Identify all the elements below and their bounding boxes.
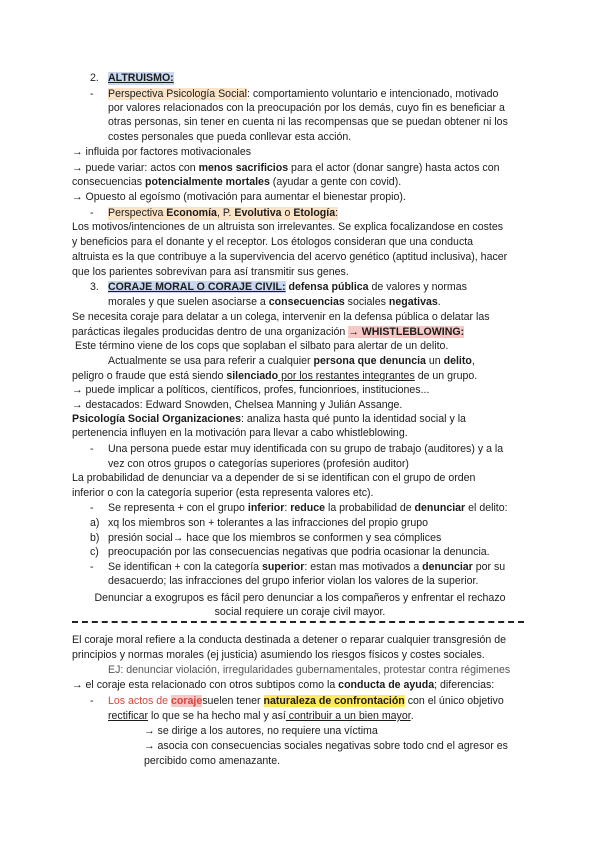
text-line: y beneficios para el donante y el receptor. Los étologos consideran que una conducta xyxy=(72,236,474,248)
bullet-dash: - xyxy=(90,443,94,455)
text-line: Psicología Social Organizaciones: analiza hasta qué punto la identidad social y la xyxy=(72,413,466,425)
bullet-dash: - xyxy=(90,88,94,100)
list-marker: c) xyxy=(90,546,99,558)
arrow-line: → influida por factores motivacionales xyxy=(72,146,252,158)
example-line: EJ: denunciar violación, irregularidades gubernamentales, protestar contra régimenes xyxy=(108,664,511,676)
text-line: Los motivos/intenciones de un altruista son irrelevantes. Se explica focalizandose en costes xyxy=(72,221,504,233)
bullet-dash: - xyxy=(90,207,94,219)
list-item: presión social→ hace que los miembros se conformen y sea cómplices xyxy=(108,532,442,544)
text-line: principios y normas morales (ej justicia) asumiendo los riesgos físicos y costes sociales. xyxy=(72,649,485,661)
centered-note: social requiere un coraje civil mayor. xyxy=(214,606,386,618)
divider xyxy=(72,621,524,623)
list-item: preocupación por las consecuencias negativas que podria ocasionar la denuncia. xyxy=(108,546,490,558)
text-line: Los actos de corajesuelen tener naturaleza de confrontación con el único objetivo xyxy=(108,695,504,707)
text-line: pertenencia influyen en la motivación para llevar a cabo whistleblowing. xyxy=(72,427,408,439)
text-line: percibido como amenazante. xyxy=(144,755,281,767)
arrow-line: → asocia con consecuencias sociales negativas sobre todo cnd el agresor es xyxy=(144,740,508,752)
arrow-line: → Opuesto al egoísmo (motivación para aumentar el bienestar propio). xyxy=(72,191,406,203)
section-number: 2. xyxy=(90,72,99,84)
list-marker: a) xyxy=(90,517,100,529)
bullet-economia: Perspectiva Economía, P. Evolutiva o Etología: xyxy=(108,207,339,219)
text-line: costes personales que pueda conllevar esta acción. xyxy=(108,131,352,143)
text-line: parácticas ilegales producidas dentro de una organización → WHISTLEBLOWING: xyxy=(72,326,465,338)
arrow-line: → puede implicar a políticos, científicos, profes, funcionrioes, instituciones... xyxy=(72,384,430,396)
text-line: inferior o con la categoría superior (esta representa valores etc). xyxy=(72,487,374,499)
text-line: Se representa + con el grupo inferior: reduce la probabilidad de denunciar el delito: xyxy=(108,502,508,514)
text-line: Una persona puede estar muy identificada con su grupo de trabajo (auditores) y a la xyxy=(108,443,504,455)
text-line: Se necesita coraje para delatar a un colega, intervenir en la defensa pública o delatar las xyxy=(72,311,490,323)
text-line: que los parientes sobrevivan para así transmitir sus genes. xyxy=(72,266,349,278)
arrow-line: → destacados: Edward Snowden, Chelsea Manning y Julián Assange. xyxy=(72,399,403,411)
text-line: rectificar lo que se ha hecho mal y así contribuir a un bien mayor. xyxy=(108,710,414,722)
text-line: morales y que suelen asociarse a consecuencias sociales negativas. xyxy=(108,296,441,308)
list-item: xq los miembros son + tolerantes a las infracciones del propio grupo xyxy=(108,517,429,529)
bullet-dash: - xyxy=(90,502,94,514)
text-line: Se identifican + con la categoría superior: estan mas motivados a denunciar por su xyxy=(108,561,506,573)
section-title-altruismo: ALTRUISMO: xyxy=(108,72,174,84)
text-line: El coraje moral refiere a la conducta destinada a detener o reparar cualquier transgresión de xyxy=(72,634,507,646)
section-title-coraje: CORAJE MORAL O CORAJE CIVIL: defensa pública de valores y normas xyxy=(108,281,467,293)
section-number: 3. xyxy=(90,281,99,293)
text-line: consecuencias potencialmente mortales (ayudar a gente con covid). xyxy=(72,176,402,188)
bullet-dash: - xyxy=(90,561,94,573)
text-line: desacuerdo; las infracciones del grupo inferior violan los valores de la superior. xyxy=(108,575,479,587)
arrow-line: → se dirige a los autores, no requiere una víctima xyxy=(144,725,378,737)
bullet-psicologia-social: Perspectiva Psicología Social: comportamiento voluntario e intencionado, motivado xyxy=(108,88,499,100)
centered-note: Denunciar a exogrupos es fácil pero denunciar a los compañeros y enfrentar el rechazo xyxy=(94,592,506,604)
text-line: por valores relacionados con la preocupación por los demás, cuyo fin es beneficiar a xyxy=(108,102,505,114)
text-line: altruista es la que contribuye a la supervivencia del acervo genético (aptitud inclusiva), hacer xyxy=(72,251,508,263)
bullet-dash: - xyxy=(90,695,94,707)
text-line: Actualmente se usa para referir a cualquier persona que denuncia un delito, xyxy=(108,355,475,367)
text-line: otras personas, sin tener en cuenta ni las recompensas que se puedan obtener ni los xyxy=(108,116,508,128)
text-line: peligro o fraude que está siendo silenciado por los restantes integrantes de un grupo. xyxy=(72,370,478,382)
text-line: vez con otros grupos o categorías superiores (profesión auditor) xyxy=(108,458,409,470)
text-line: La probabilidad de denunciar va a depender de si se identifican con el grupo de orden xyxy=(72,472,476,484)
list-marker: b) xyxy=(90,532,100,544)
text-line: Este término viene de los cops que soplaban el silbato para alertar de un delito. xyxy=(75,340,449,352)
arrow-line: → puede variar: actos con menos sacrificios para el actor (donar sangre) hasta actos con xyxy=(72,162,500,174)
arrow-line: → el coraje esta relacionado con otros subtipos como la conducta de ayuda; diferencias: xyxy=(72,679,495,691)
